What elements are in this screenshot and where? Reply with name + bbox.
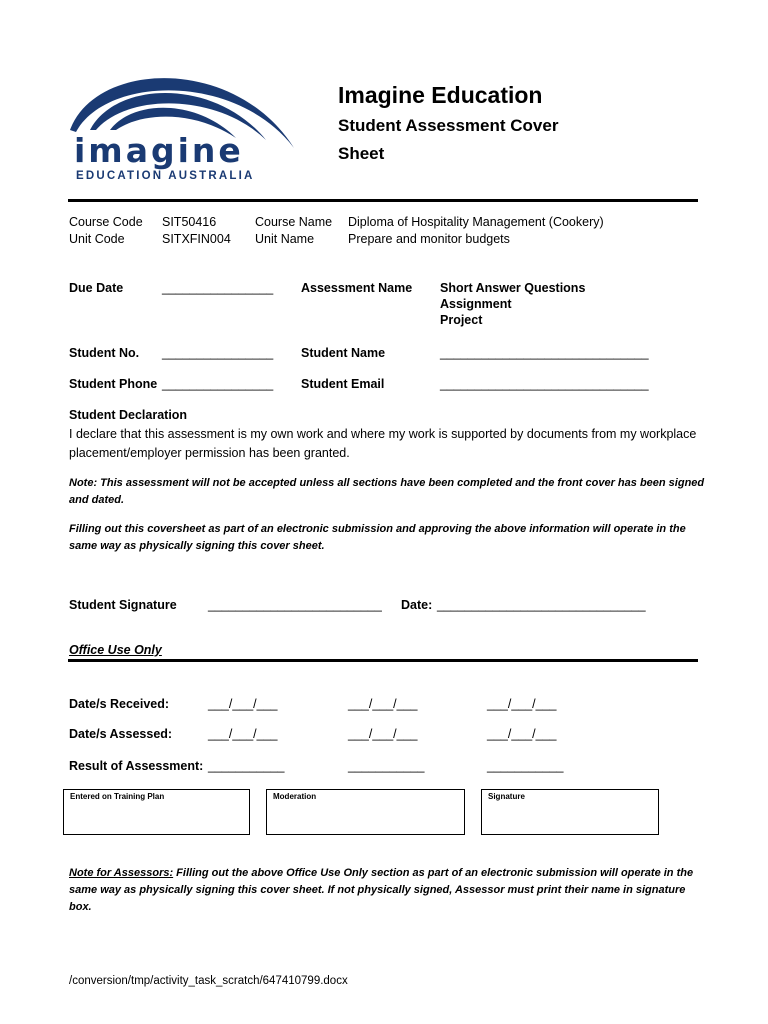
course-code-value: SIT50416 <box>162 215 217 229</box>
page-subtitle-line1: Student Assessment Cover <box>338 116 559 135</box>
result-1[interactable]: ___________ <box>208 759 285 773</box>
assessor-note-prefix: Note for Assessors: <box>69 867 174 879</box>
course-name-label: Course Name <box>255 215 333 229</box>
result-2[interactable]: ___________ <box>348 759 425 773</box>
header-divider <box>68 199 698 202</box>
declaration-note: Note: This assessment will not be accepted unless all sections have been completed and the front cover has been signed and dated. <box>69 477 705 506</box>
student-signature-field[interactable]: _________________________ <box>208 598 382 612</box>
moderation-box-label: Moderation <box>273 792 317 801</box>
office-divider <box>68 659 698 662</box>
office-use-heading: Office Use Only <box>69 643 162 657</box>
student-no-label: Student No. <box>69 346 140 360</box>
assessment-name-2: Assignment <box>440 297 512 311</box>
assessor-note-text: Filling out the above Office Use Only section as part of an electronic submission will operate in the same way as physically signing this cover sheet. If not physically signed, Assessor must print their name in signature box. <box>69 867 694 913</box>
footer-file-path: /conversion/tmp/activity_task_scratch/647410799.docx <box>69 975 348 987</box>
page-title: Imagine Education <box>338 82 543 108</box>
date-received-3[interactable]: ___/___/___ <box>487 697 557 711</box>
date-received-1[interactable]: ___/___/___ <box>208 697 278 711</box>
logo-wordmark: imagine <box>74 131 244 170</box>
due-date-field[interactable]: ________________ <box>162 281 274 295</box>
date-received-2[interactable]: ___/___/___ <box>348 697 418 711</box>
training-plan-box[interactable] <box>63 789 250 835</box>
signature-box-label: Signature <box>488 792 525 801</box>
student-no-field[interactable]: ________________ <box>162 346 274 360</box>
student-email-field[interactable]: ______________________________ <box>440 377 649 391</box>
training-plan-box-label: Entered on Training Plan <box>70 792 165 801</box>
signature-date-field[interactable]: ______________________________ <box>437 598 646 612</box>
signature-box[interactable] <box>481 789 659 835</box>
unit-code-value: SITXFIN004 <box>162 232 231 246</box>
student-phone-field[interactable]: ________________ <box>162 377 274 391</box>
page-subtitle-line2: Sheet <box>338 144 385 163</box>
course-code-label: Course Code <box>69 215 143 229</box>
result-3[interactable]: ___________ <box>487 759 564 773</box>
assessment-name-label: Assessment Name <box>301 281 413 295</box>
signature-date-label: Date: <box>401 598 433 612</box>
unit-name-value: Prepare and monitor budgets <box>348 232 510 246</box>
declaration-text: I declare that this assessment is my own work and where my work is supported by documents from my workplace placement/employer permission has been granted. <box>69 427 697 460</box>
declaration-heading: Student Declaration <box>69 408 188 422</box>
student-email-label: Student Email <box>301 377 385 391</box>
dates-assessed-label: Date/s Assessed: <box>69 727 173 741</box>
date-assessed-2[interactable]: ___/___/___ <box>348 727 418 741</box>
unit-name-label: Unit Name <box>255 232 315 246</box>
unit-code-label: Unit Code <box>69 232 125 246</box>
assessment-name-1: Short Answer Questions <box>440 281 586 295</box>
date-assessed-3[interactable]: ___/___/___ <box>487 727 557 741</box>
course-name-value: Diploma of Hospitality Management (Cookery) <box>348 215 604 229</box>
student-signature-label: Student Signature <box>69 598 177 612</box>
student-phone-label: Student Phone <box>69 377 158 391</box>
assessor-note <box>69 865 699 916</box>
logo-subtitle: EDUCATION AUSTRALIA <box>76 170 255 182</box>
electronic-submission-note: Filling out this coversheet as part of an electronic submission and approving the above information will operate in the same way as physically signing this cover sheet. <box>69 523 686 552</box>
date-assessed-1[interactable]: ___/___/___ <box>208 727 278 741</box>
moderation-box[interactable] <box>266 789 465 835</box>
dates-received-label: Date/s Received: <box>69 697 170 711</box>
student-name-field[interactable]: ______________________________ <box>440 346 649 360</box>
student-name-label: Student Name <box>301 346 386 360</box>
assessment-name-3: Project <box>440 313 483 327</box>
due-date-label: Due Date <box>69 281 124 295</box>
result-label: Result of Assessment: <box>69 759 204 773</box>
